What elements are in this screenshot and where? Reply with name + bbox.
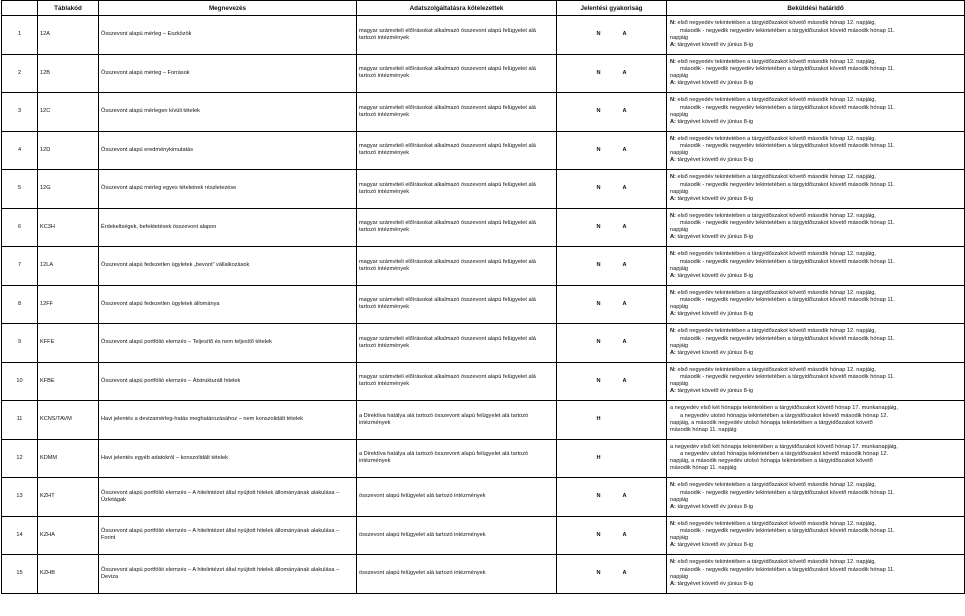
row-table-code (38, 208, 99, 247)
row-obligated-text: a Direktíva hatálya alá tartozó összevont alapú felügyelet alá tartozó intézmények (359, 412, 529, 426)
row-obligated (357, 247, 557, 286)
row-name (99, 208, 357, 247)
row-number-text: 7 (17, 262, 22, 269)
deadline-line-2: második - negyedik negyedév tekintetében a tárgyidőszakot követő második hónap 11. (680, 27, 895, 34)
row-obligated-text: a Direktíva hatálya alá tartozó összevont alapú felügyelet alá tartozó intézmények (359, 451, 529, 465)
deadline-line-2: második - negyedik negyedév tekintetében a tárgyidőszakot követő második hónap 11. (680, 66, 895, 73)
row-number (2, 439, 38, 478)
row-frequency (557, 516, 667, 555)
frequency-primary: N (596, 108, 601, 115)
row-frequency (557, 208, 667, 247)
row-obligated-text: magyar számviteli előírásokat alkalmazó összevont alapú felügyelet alá tartozó intézmények (359, 297, 536, 311)
row-frequency (557, 16, 667, 55)
row-number (2, 16, 38, 55)
row-name-text: Összevont alapú fedezetlen ügyletek „bevont” vállalkozások (101, 262, 250, 269)
deadline-marker: N: (670, 520, 676, 527)
deadline-line-3: napjáig, a második negyedév utolsó hónapja tekintetében a tárgyidőszakot követő (670, 458, 873, 465)
row-frequency (557, 324, 667, 363)
table-row (2, 16, 965, 55)
deadline-line-1: N: első negyedév tekintetében a tárgyidőszakot követő második hónap 12. napjáig, (670, 58, 876, 65)
frequency-annual: A (622, 108, 627, 115)
row-frequency (557, 478, 667, 517)
deadline-marker: A: (670, 580, 676, 587)
row-deadline (667, 131, 965, 170)
frequency-annual: A (622, 531, 627, 538)
row-name-text: Összevont alapú mérleg – Eszközök (101, 31, 192, 38)
frequency-primary: N (596, 300, 601, 307)
row-number-text: 3 (17, 108, 22, 115)
row-obligated (357, 208, 557, 247)
deadline-line-1: N: első negyedév tekintetében a tárgyidőszakot követő második hónap 12. napjáig, (670, 366, 876, 373)
row-number-text: 4 (17, 146, 22, 153)
deadline-marker: A: (670, 157, 676, 164)
frequency-primary: N (596, 339, 601, 346)
row-table-code (38, 555, 99, 594)
deadline-line-4: A: tárgyévet követő év június 8-ig (670, 157, 754, 164)
deadline-marker: A: (670, 234, 676, 241)
frequency-annual: A (622, 262, 627, 269)
table-row (2, 324, 965, 363)
row-number-text: 10 (16, 377, 23, 384)
deadline-line-3: napjáig (670, 381, 689, 388)
deadline-line-3: napjáig (670, 188, 689, 195)
row-name (99, 401, 357, 440)
row-number (2, 478, 38, 517)
deadline-line-4: A: tárgyévet követő év június 8-ig (670, 542, 754, 549)
row-number-text: 14 (16, 531, 23, 538)
deadline-line-4: A: tárgyévet követő év június 8-ig (670, 349, 754, 356)
row-obligated-text: magyar számviteli előírásokat alkalmazó összevont alapú felügyelet alá tartozó intézmények (359, 258, 536, 272)
row-name (99, 324, 357, 363)
deadline-line-1: N: első negyedév tekintetében a tárgyidőszakot követő második hónap 12. napjáig, (670, 135, 876, 142)
deadline-marker: N: (670, 328, 676, 335)
header-number (2, 1, 38, 16)
table-row (2, 478, 965, 517)
row-obligated-text: magyar számviteli előírásokat alkalmazó összevont alapú felügyelet alá tartozó intézmények (359, 143, 536, 157)
deadline-marker: A: (670, 503, 676, 510)
deadline-line-4: A: tárgyévet követő év június 8-ig (670, 503, 754, 510)
row-table-code-text: 12FF (40, 300, 54, 307)
row-number (2, 362, 38, 401)
row-table-code (38, 16, 99, 55)
deadline-marker: N: (670, 97, 676, 104)
row-obligated (357, 16, 557, 55)
row-frequency (557, 439, 667, 478)
row-obligated (357, 401, 557, 440)
row-name-text: Havi jelentés a devizamérleg-hatás meghatározásához – nem konszolidált tételek (101, 416, 304, 423)
deadline-line-3: napjáig (670, 342, 689, 349)
frequency-annual: A (622, 339, 627, 346)
deadline-marker: A: (670, 542, 676, 549)
row-name (99, 247, 357, 286)
reporting-tables-list (1, 0, 965, 594)
row-name (99, 93, 357, 132)
table-row (2, 439, 965, 478)
frequency-primary: N (596, 493, 601, 500)
deadline-marker: N: (670, 289, 676, 296)
deadline-line-3: napjáig (670, 150, 689, 157)
frequency-annual: A (622, 31, 627, 38)
row-obligated (357, 362, 557, 401)
row-number (2, 54, 38, 93)
deadline-line-3: napjáig (670, 34, 689, 41)
deadline-line-3: napjáig (670, 111, 689, 118)
deadline-line-2: második - negyedik negyedév tekintetében a tárgyidőszakot követő második hónap 11. (680, 489, 895, 496)
row-deadline (667, 93, 965, 132)
row-name (99, 131, 357, 170)
row-table-code (38, 324, 99, 363)
row-table-code (38, 93, 99, 132)
frequency-primary: N (596, 146, 601, 153)
row-obligated (357, 93, 557, 132)
deadline-line-4: A: tárgyévet követő év június 8-ig (670, 388, 754, 395)
deadline-line-4: A: tárgyévet követő év június 8-ig (670, 195, 754, 202)
frequency-primary: H (596, 454, 601, 461)
deadline-line-2: második - negyedik negyedév tekintetében a tárgyidőszakot követő második hónap 11. (680, 220, 895, 227)
row-number (2, 285, 38, 324)
frequency-primary: N (596, 185, 601, 192)
frequency-primary: N (596, 570, 601, 577)
row-table-code-text: KCNS/TAVM (40, 416, 72, 423)
row-number (2, 247, 38, 286)
row-name-text: Érdekeltségek, befektetések összevont alapon (101, 223, 217, 230)
row-obligated (357, 516, 557, 555)
row-obligated (357, 478, 557, 517)
row-number (2, 324, 38, 363)
row-table-code (38, 401, 99, 440)
deadline-line-1: N: első negyedév tekintetében a tárgyidőszakot követő második hónap 12. napjáig, (670, 97, 876, 104)
table-row (2, 362, 965, 401)
row-name-text: Összevont alapú portfólió elemzés – A hitelintézet által nyújtott hitelek állományának alakulása – Forint (101, 528, 340, 542)
frequency-annual: A (622, 300, 627, 307)
deadline-line-4: második hónap 11. napjáig (670, 465, 737, 472)
row-deadline (667, 439, 965, 478)
deadline-line-2: a negyedév utolsó hónapja tekintetében a tárgyidőszakot követő második hónap 12. (680, 412, 889, 419)
row-obligated-text: magyar számviteli előírásokat alkalmazó összevont alapú felügyelet alá tartozó intézmények (359, 335, 536, 349)
row-table-code-text: KFBE (40, 377, 55, 384)
row-name-text: Összevont alapú eredménykimutatás (101, 146, 194, 153)
deadline-line-4: A: tárgyévet követő év június 8-ig (670, 272, 754, 279)
row-name-text: Összevont alapú portfólió elemzés – A hitelintézet által nyújtott hitelek állományának alakulása – Üzletágak (101, 489, 340, 503)
row-number-text: 5 (17, 185, 22, 192)
row-name-text: Havi jelentés egyéb adatokról – konszolidált tételek (101, 454, 228, 461)
row-frequency (557, 285, 667, 324)
row-number-text: 9 (17, 339, 22, 346)
row-deadline (667, 247, 965, 286)
deadline-line-3: napjáig (670, 265, 689, 272)
deadline-marker: N: (670, 251, 676, 258)
row-frequency (557, 170, 667, 209)
table-row (2, 131, 965, 170)
deadline-line-2: második - negyedik negyedév tekintetében a tárgyidőszakot követő második hónap 11. (680, 143, 895, 150)
row-obligated-text: magyar számviteli előírásokat alkalmazó összevont alapú felügyelet alá tartozó intézmények (359, 220, 536, 234)
deadline-marker: A: (670, 388, 676, 395)
frequency-annual: A (622, 146, 627, 153)
row-obligated (357, 439, 557, 478)
row-name-text: Összevont alapú portfólió elemzés – Teljesítő és nem teljesítő tételek (101, 339, 272, 346)
deadline-line-4: második hónap 11. napjáig (670, 426, 737, 433)
frequency-annual: A (622, 223, 627, 230)
row-deadline (667, 54, 965, 93)
deadline-line-1: a negyedév első két hónapja tekintetében a tárgyidőszakot követő hónap 17. munkanapjáig, (670, 405, 898, 412)
row-frequency (557, 93, 667, 132)
row-number-text: 11 (16, 416, 23, 423)
row-name (99, 170, 357, 209)
table-row (2, 555, 965, 594)
row-deadline (667, 362, 965, 401)
row-obligated-text: összevont alapú felügyelet alá tartozó intézmények (359, 531, 486, 538)
deadline-line-3: napjáig, a második negyedév utolsó hónapja tekintetében a tárgyidőszakot követő (670, 419, 873, 426)
deadline-line-3: napjáig (670, 227, 689, 234)
row-number (2, 516, 38, 555)
row-table-code-text: KFFE (40, 339, 55, 346)
deadline-line-1: N: első negyedév tekintetében a tárgyidőszakot követő második hónap 12. napjáig, (670, 482, 876, 489)
row-frequency (557, 54, 667, 93)
deadline-line-2: második - negyedik negyedév tekintetében a tárgyidőszakot követő második hónap 11. (680, 297, 895, 304)
row-name (99, 54, 357, 93)
deadline-line-2: második - negyedik negyedév tekintetében a tárgyidőszakot követő második hónap 11. (680, 181, 895, 188)
row-number (2, 555, 38, 594)
frequency-primary: N (596, 31, 601, 38)
table-row (2, 285, 965, 324)
row-obligated (357, 555, 557, 594)
row-deadline (667, 555, 965, 594)
row-obligated (357, 285, 557, 324)
row-frequency (557, 401, 667, 440)
deadline-line-2: második - negyedik negyedév tekintetében a tárgyidőszakot követő második hónap 11. (680, 528, 895, 535)
row-name-text: Összevont alapú portfólió elemzés – Átstrukturált hitelek (101, 377, 241, 384)
row-obligated (357, 324, 557, 363)
deadline-marker: N: (670, 20, 676, 27)
deadline-marker: N: (670, 559, 676, 566)
row-table-code (38, 247, 99, 286)
row-name (99, 439, 357, 478)
row-obligated-text: magyar számviteli előírásokat alkalmazó összevont alapú felügyelet alá tartozó intézmények (359, 104, 536, 118)
deadline-line-2: második - negyedik negyedév tekintetében a tárgyidőszakot követő második hónap 11. (680, 258, 895, 265)
row-name-text: Összevont alapú mérleg egyes tételeinek részletezése (101, 185, 237, 192)
deadline-marker: A: (670, 80, 676, 87)
row-obligated-text: összevont alapú felügyelet alá tartozó intézmények (359, 570, 486, 577)
row-number-text: 15 (16, 570, 23, 577)
deadline-marker: A: (670, 311, 676, 318)
row-table-code-text: 12D (40, 146, 51, 153)
row-table-code-text: KC3H (40, 223, 55, 230)
frequency-annual: A (622, 377, 627, 384)
row-number (2, 131, 38, 170)
row-name-text: Összevont alapú mérleg – Források (101, 69, 190, 76)
deadline-marker: N: (670, 482, 676, 489)
row-obligated-text: magyar számviteli előírásokat alkalmazó összevont alapú felügyelet alá tartozó intézmények (359, 374, 536, 388)
deadline-marker: N: (670, 58, 676, 65)
row-table-code-text: KZHT (40, 493, 55, 500)
row-name (99, 478, 357, 517)
row-number (2, 401, 38, 440)
row-table-code-text: 12G (40, 185, 51, 192)
row-name-text: Összevont alapú mérlegen kívüli tételek (101, 108, 200, 115)
deadline-marker: N: (670, 212, 676, 219)
row-table-code-text: KZHB (40, 570, 55, 577)
row-number-text: 8 (17, 300, 22, 307)
row-name (99, 16, 357, 55)
row-obligated (357, 54, 557, 93)
deadline-line-1: N: első negyedév tekintetében a tárgyidőszakot követő második hónap 12. napjáig, (670, 559, 876, 566)
frequency-primary: N (596, 531, 601, 538)
row-table-code-text: 12A (40, 31, 50, 38)
row-table-code (38, 439, 99, 478)
row-name (99, 516, 357, 555)
deadline-marker: N: (670, 366, 676, 373)
deadline-line-4: A: tárgyévet követő év június 8-ig (670, 80, 754, 87)
row-deadline (667, 324, 965, 363)
row-frequency (557, 555, 667, 594)
deadline-line-3: napjáig (670, 496, 689, 503)
header-deadline: Beküldési határidő (667, 1, 965, 16)
row-name (99, 555, 357, 594)
table-header-row (2, 1, 965, 16)
row-obligated-text: magyar számviteli előírásokat alkalmazó összevont alapú felügyelet alá tartozó intézmények (359, 181, 536, 195)
deadline-marker: A: (670, 195, 676, 202)
row-frequency (557, 247, 667, 286)
deadline-marker: A: (670, 349, 676, 356)
row-number (2, 208, 38, 247)
table-row (2, 170, 965, 209)
table-row (2, 516, 965, 555)
frequency-annual: A (622, 570, 627, 577)
frequency-annual: A (622, 493, 627, 500)
row-deadline (667, 401, 965, 440)
frequency-primary: H (596, 416, 601, 423)
deadline-line-4: A: tárgyévet követő év június 8-ig (670, 234, 754, 241)
deadline-line-3: napjáig (670, 304, 689, 311)
row-table-code (38, 170, 99, 209)
row-table-code (38, 285, 99, 324)
row-table-code (38, 54, 99, 93)
frequency-primary: N (596, 223, 601, 230)
row-number-text: 1 (17, 31, 22, 38)
row-name (99, 362, 357, 401)
header-obligated: Adatszolgáltatásra kötelezettek (357, 1, 557, 16)
frequency-annual: A (622, 185, 627, 192)
deadline-line-3: napjáig (670, 73, 689, 80)
row-table-code-text: KDMM (40, 454, 58, 461)
deadline-line-1: N: első negyedév tekintetében a tárgyidőszakot követő második hónap 12. napjáig, (670, 520, 876, 527)
deadline-line-1: N: első negyedév tekintetében a tárgyidőszakot követő második hónap 12. napjáig, (670, 328, 876, 335)
row-obligated-text: összevont alapú felügyelet alá tartozó intézmények (359, 493, 486, 500)
deadline-line-1: a negyedév első két hónapja tekintetében a tárgyidőszakot követő hónap 17. munkanapjáig, (670, 443, 898, 450)
row-deadline (667, 16, 965, 55)
frequency-primary: N (596, 377, 601, 384)
row-deadline (667, 170, 965, 209)
deadline-line-2: második - negyedik negyedév tekintetében a tárgyidőszakot követő második hónap 11. (680, 374, 895, 381)
row-table-code-text: 12LA (40, 262, 54, 269)
row-obligated-text: magyar számviteli előírásokat alkalmazó összevont alapú felügyelet alá tartozó intézmények (359, 27, 536, 41)
row-obligated (357, 170, 557, 209)
deadline-marker: N: (670, 135, 676, 142)
row-deadline (667, 478, 965, 517)
deadline-line-1: N: első negyedév tekintetében a tárgyidőszakot követő második hónap 12. napjáig, (670, 212, 876, 219)
row-number (2, 93, 38, 132)
table-row (2, 208, 965, 247)
deadline-marker: N: (670, 174, 676, 181)
row-number-text: 13 (16, 493, 23, 500)
deadline-line-3: napjáig (670, 573, 689, 580)
table-row (2, 247, 965, 286)
deadline-line-1: N: első negyedév tekintetében a tárgyidőszakot követő második hónap 12. napjáig, (670, 289, 876, 296)
header-frequency: Jelentési gyakoriság (557, 1, 667, 16)
deadline-marker: A: (670, 272, 676, 279)
row-table-code-text: KZHA (40, 531, 55, 538)
deadline-marker: A: (670, 118, 676, 125)
row-frequency (557, 362, 667, 401)
row-deadline (667, 516, 965, 555)
deadline-marker: A: (670, 41, 676, 48)
deadline-line-3: napjáig (670, 535, 689, 542)
frequency-primary: N (596, 69, 601, 76)
header-table-code: Táblakód (38, 1, 99, 16)
row-table-code (38, 362, 99, 401)
row-obligated-text: magyar számviteli előírásokat alkalmazó összevont alapú felügyelet alá tartozó intézmények (359, 66, 536, 80)
deadline-line-4: A: tárgyévet követő év június 8-ig (670, 311, 754, 318)
row-table-code (38, 516, 99, 555)
table-row (2, 401, 965, 440)
row-number-text: 6 (17, 223, 22, 230)
header-name: Megnevezés (99, 1, 357, 16)
row-number-text: 2 (17, 69, 22, 76)
row-obligated (357, 131, 557, 170)
row-name-text: Összevont alapú fedezetlen ügyletek állománya (101, 300, 220, 307)
row-table-code-text: 12B (40, 69, 50, 76)
row-deadline (667, 208, 965, 247)
deadline-line-2: második - negyedik negyedév tekintetében a tárgyidőszakot követő második hónap 11. (680, 335, 895, 342)
frequency-annual: A (622, 69, 627, 76)
table-row (2, 93, 965, 132)
deadline-line-1: N: első negyedév tekintetében a tárgyidőszakot követő második hónap 12. napjáig, (670, 174, 876, 181)
deadline-line-4: A: tárgyévet követő év június 8-ig (670, 580, 754, 587)
row-table-code (38, 478, 99, 517)
row-table-code (38, 131, 99, 170)
row-number-text: 12 (16, 454, 23, 461)
deadline-line-2: második - negyedik negyedév tekintetében a tárgyidőszakot követő második hónap 11. (680, 104, 895, 111)
deadline-line-1: N: első negyedév tekintetében a tárgyidőszakot követő második hónap 12. napjáig, (670, 251, 876, 258)
row-deadline (667, 285, 965, 324)
deadline-line-4: A: tárgyévet követő év június 8-ig (670, 118, 754, 125)
deadline-line-2: a negyedév utolsó hónapja tekintetében a tárgyidőszakot követő második hónap 12. (680, 451, 889, 458)
row-name-text: Összevont alapú portfólió elemzés – A hitelintézet által nyújtott hitelek állományának alakulása – Deviza (101, 566, 340, 580)
row-number (2, 170, 38, 209)
frequency-primary: N (596, 262, 601, 269)
deadline-line-2: második - negyedik negyedév tekintetében a tárgyidőszakot követő második hónap 11. (680, 566, 895, 573)
deadline-line-4: A: tárgyévet követő év június 8-ig (670, 41, 754, 48)
table-row (2, 54, 965, 93)
row-frequency (557, 131, 667, 170)
row-table-code-text: 12C (40, 108, 51, 115)
row-name (99, 285, 357, 324)
deadline-line-1: N: első negyedév tekintetében a tárgyidőszakot követő második hónap 12. napjáig, (670, 20, 876, 27)
